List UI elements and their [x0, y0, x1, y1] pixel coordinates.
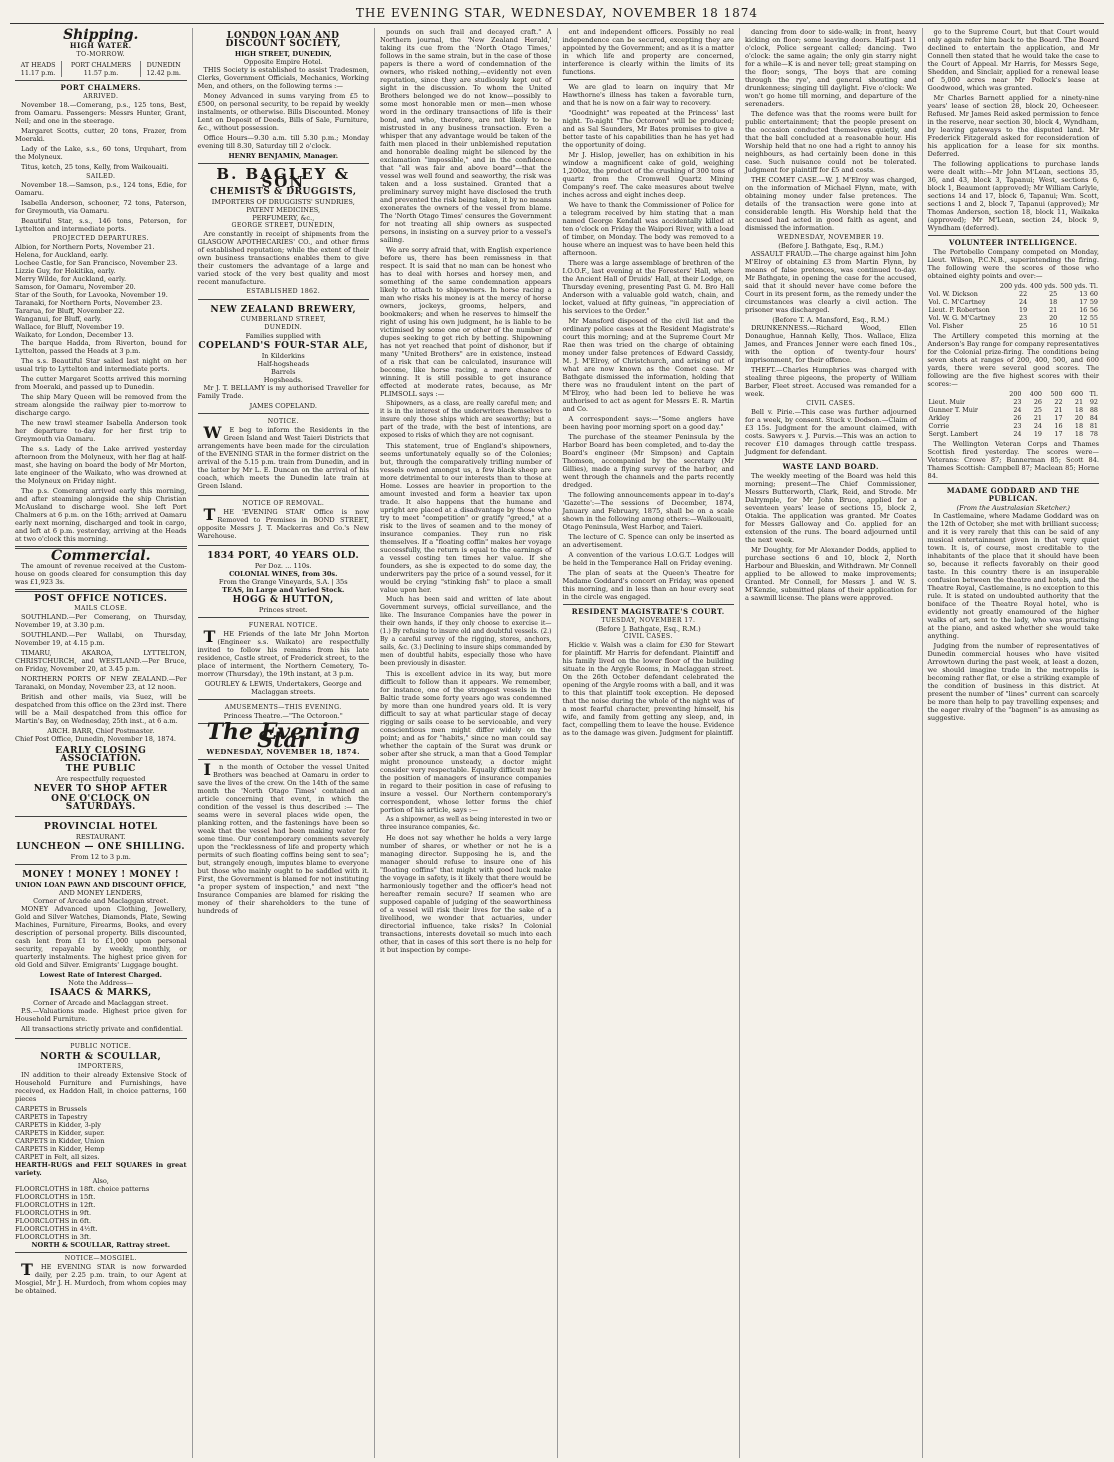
wlb-para: Mr Doughty, for Mr Alexander Dodds, applied to purchase sections 6 and 10, block 2, North Harbour and Blueskin, and Withdrawn. Mr Connell applied to be allowed to make improvements; Granted. Mr Connell, for Messrs J. and W. S. M'Kenzie, submitted plans of their application for a sawmill license. The plans were approved.	[745, 546, 917, 602]
column-news	[558, 28, 741, 1458]
departure-item: Helena, for Auckland, early.	[15, 251, 109, 259]
column-editorial	[375, 28, 558, 1458]
colonial-wines: COLONIAL WINES, from 30s.	[229, 570, 338, 578]
score-cell: 25	[1033, 406, 1042, 414]
removal-title: NOTICE OF REMOVAL.	[242, 500, 325, 507]
shipping-news: The barque Hadda, from Riverton, bound for Lyttelton, passed the Heads at 3 p.m.	[15, 339, 187, 355]
rmc-title: RESIDENT MAGISTRATE'S COURT.	[571, 607, 725, 616]
provincial-hotel-title: PROVINCIAL HOTEL	[44, 822, 158, 832]
score-cell: 10	[1079, 322, 1088, 330]
score-row	[928, 314, 1100, 322]
isaacs-corner: Corner of Arcade and Maclaggan street.	[33, 999, 169, 1007]
civil-cases-label-2: CIVIL CASES.	[806, 400, 856, 407]
score-cell: 24	[1033, 422, 1042, 430]
score-header: 200 yds.	[999, 282, 1028, 290]
post-office-title: POST OFFICE NOTICES.	[34, 594, 168, 604]
score-cell: 78	[1089, 430, 1098, 438]
henry-benjamin: HENRY BENJAMIN, Manager.	[228, 152, 339, 160]
high-water-heading: HIGH WATER.	[69, 41, 132, 50]
score-cell: 18	[1074, 430, 1084, 438]
news-para: ent and independent officers. Possibly no real independence can be secured, excepting they are appointed by the Government; and as it is a matter in which life and property are concerned, interference is clearly within the limits of its functions.	[562, 28, 734, 76]
news-para: We are glad to learn on inquiry that Mr Hawthorne's illness has taken a favorable turn, and that he is now on a fair way to recovery.	[562, 83, 734, 107]
score-cell: 17	[1079, 298, 1088, 306]
news-para: A convention of the various I.O.G.T. Lodges will be held in the Temperance Hall on Friday evening.	[562, 551, 734, 567]
departure-item: Lizzie Guy, for Hokitika, early.	[15, 267, 116, 275]
carpet-item: CARPETS in Kidder, Hemp	[15, 1145, 105, 1153]
editorial-text: In the month of October the vessel United Brothers was beached at Oamaru in order to save the lives of the crew. On the 14th of the same month the 'North Otago Times' contained an article concerning that event, in which the condition of the vessel is thus described :— The seams were in several places wide open, the planking rotten, and the fastenings have been so weak that the vessel had been making water for some time. Our contemporary comments severely upon the "recklessness of life and property which permits of such floating coffins being sent to sea"; but, strangely enough, imputes blame to everyone but those who mainly ought to be saddled with it. First, the Government is blamed for not instituting "a proper system of inspection," and next "the Insurance Companies are blamed for risking the money of their shareholders to the tune of hundreds of	[197, 760, 369, 915]
respectfully-label: Are respectfully requested	[56, 775, 146, 783]
court-para: The defence was that the rooms were built for public entertainment; that the people present on the occasion conducted themselves quietly, and that the ball concluded at a reasonable hour. His Worship held that no one had a right to annoy his neighbours, as had certainly been done in this case. Such nuisance could not be tolerated. Judgment for plaintiff for £5 and costs.	[745, 110, 917, 174]
luncheon-label: LUNCHEON — ONE SHILLING.	[16, 842, 186, 852]
commercial-text: The amount of revenue received at the Custom-house on goods cleared for consumption this day was £1,923 3s.	[15, 562, 187, 586]
notice-text: WE beg to inform the Residents in the Green Island and West Taieri Districts that arrangements have been made for the circulation of the EVENING STAR in the former district on the arrival of the 5.15 p.m. train from Dunedin, and in the latter by Mr L. E. Duncan on the arrival of his coach, which meets the Dunedin late train at Green Island.	[197, 423, 369, 490]
columns	[10, 28, 1104, 1458]
news-para: A correspondent says:—"Some anglers have been having poor morning sport on a good day."	[562, 415, 734, 431]
london-loan-title: LONDON LOAN AND DISCOUNT SOCIETY,	[225, 31, 342, 49]
before-mansford: (Before T. A. Mansford, Esq., R.M.)	[772, 316, 890, 324]
score-header: 500	[1050, 390, 1063, 398]
score-cell: 17	[1054, 430, 1063, 438]
score-cell: Sergt. Lambert	[928, 430, 979, 438]
lowest-rate: Lowest Rate of Interest Charged.	[39, 971, 162, 979]
bellamy-text: Mr J. T. BELLAMY is my authorised Traveller for Family Trade.	[197, 384, 369, 400]
score-header	[928, 390, 1002, 398]
one-oclock-label: ONE O'CLOCK ON SATURDAYS.	[51, 794, 151, 812]
wed-before: (Before J. Bathgate, Esq., R.M.)	[778, 242, 884, 250]
scores-table-2	[928, 390, 1100, 438]
carpet-item: CARPET in Felt, all sizes.	[15, 1153, 100, 1161]
amusements-title: AMUSEMENTS—THIS EVENING.	[224, 704, 342, 711]
restaurant-label: RESTAURANT.	[75, 833, 126, 841]
goddard-title: MADAME GODDARD AND THE PUBLICAN.	[946, 486, 1080, 503]
volunteer-para: The Wellington Veteran Corps and Thames Scottish fired yesterday. The scores were—Veterans: Crowe 87; Bannerman 85; Scott 84. Thames Scottish: Campbell 87; Maclean 85; Horne 84.	[927, 440, 1099, 480]
wlb-title: WASTE LAND BOARD.	[782, 462, 879, 471]
shipping-title: Shipping.	[63, 28, 139, 43]
news-para: Mr Mansford disposed of the civil list and the ordinary police cases at the Resident Magistrate's court this morning; and at the Supreme Court Mr Rae then was tried on the charge of obtaining money under false pretences of Edward Cassidy, M. J. M'Elroy, of Christchurch, and arising out of what are now known as the Comet case. Mr Bathgate dismissed the information, holding that there was no fraudulent intent on the part of M'Elroy, who had been led to believe he was authorised to act as agent for Messrs E. R. Martin and Co.	[562, 317, 734, 413]
arrival-item: Titus, ketch, 25 tons, Kelly, from Waikouaiti.	[21, 163, 169, 171]
goddard-source: (From the Australasian Sketcher.)	[956, 504, 1070, 512]
hogg-hutton: HOGG & HUTTON,	[232, 595, 334, 605]
shipping-news: The ship Mary Queen will be removed from the stream alongside the railway pier to-morrow to discharge cargo.	[15, 393, 187, 417]
departure-item: Merry Wilde, for Auckland, early.	[15, 275, 127, 283]
court-para: THEFT.—Charles Humphries was charged with stealing three pigeons, the property of William Barber, Fleet street. Accused was remanded for a week.	[745, 366, 917, 398]
mail-item: TIMARU, AKAROA, LYTTELTON, CHRISTCHURCH, and WESTLAND.—Per Bruce, on Friday, November 20, at 3.45 p.m.	[15, 649, 187, 673]
carpet-item: CARPETS in Kidder, Union	[15, 1137, 105, 1145]
score-row	[928, 290, 1100, 298]
bagley-logo: B. BAGLEY & SON	[216, 165, 351, 191]
editorial-para: This statement, true of England's shipowners, seems unfortunately equally so of the Colonies; but, through the comparatively trifling number of vessels owned amongst us, a few black sheep are more detrimental to our interests than to those at Home. Losses are heavier in proportion to the amount invested and form a heavier tax upon trade. It also happens that the humane and upright are placed at a disadvantage by those who try to meet "competition" or gratify "greed," at a risk to the lives of seamen and to the money of insurance companies. They run no risk themselves. If a "floating coffin" makes her voyage successfully, the return is equal to the earnings of a vessel costing ten times her value. If she founders, as she is expected to do some day, the underwriters pay the price of a sound vessel, for it would be crying "stinking fish" to place a small value upon her.	[380, 442, 552, 594]
nz-brewery-title: NEW ZEALAND BREWERY,	[210, 305, 357, 315]
shipping-news: The s.s. Lady of the Lake arrived yesterday afternoon from the Molyneux, with her flag at half-mast, she having on board the body of Mr Morton, late engineer of the Waikato, who was drowned at the Molyneux on Friday night.	[15, 445, 187, 485]
james-copeland: JAMES COPELAND.	[249, 402, 317, 410]
score-cell: 19	[1019, 306, 1028, 314]
score-header: 400	[1029, 390, 1042, 398]
luncheon-hours: From 12 to 3 p.m.	[70, 853, 131, 861]
score-cell: 18	[1074, 422, 1084, 430]
score-cell: 56	[1089, 306, 1098, 314]
court-para: dancing from door to side-walk; in front, heavy kicking on floor; some leaving doors. Half-past 11 o'clock, Police sergeant called; dancing. Two o'clock: the same again; the only gin starry night for a while—K is and never tell; great stamping on the floor; songs, 'The boys that are coming through the rye', and general shouting and drunkenness; singing till daylight. Five o'clock: We won't go home till morning, and departure of the serenaders.	[745, 28, 917, 108]
score-cell: 92	[1089, 398, 1098, 406]
score-cell: 21	[1074, 398, 1084, 406]
postmaster-signature: ARCH. BARR, Chief Postmaster.	[47, 727, 155, 735]
mail-item: SOUTHLAND.—Per Comerang, on Thursday, November 19, at 3.30 p.m.	[15, 613, 187, 629]
shipping-news: The s.s. Beautiful Star sailed last night on her usual trip to Lyttelton and intermediate ports.	[15, 357, 187, 373]
score-row	[928, 306, 1100, 314]
score-cell: 21	[1049, 306, 1058, 314]
score-cell: 59	[1089, 298, 1098, 306]
floorcloth-item: FLOORCLOTHS in 12ft.	[15, 1201, 96, 1209]
volunteer-para: The Artillery competed this morning at the Anderson's Bay range for company representatives for the Colonial prize-firing. The conditions being seven shots at ranges of 200, 400, 500, and 600 yards, there were several good scores. The following are the five highest scores with their scores:—	[927, 332, 1099, 388]
score-cell: 20	[1049, 314, 1058, 322]
score-cell: 60	[1089, 290, 1098, 298]
gourley-signature: GOURLEY & LEWIS, Undertakers, George and Maclaggan streets.	[204, 680, 362, 696]
score-cell: 23	[1019, 314, 1028, 322]
score-header: Tl.	[1089, 282, 1098, 290]
departure-item: Lochee Castle, for San Francisco, November 23.	[15, 259, 178, 267]
news-para: The lecture of C. Spence can only be inserted as an advertisement.	[562, 533, 734, 549]
mail-item: NORTHERN PORTS OF NEW ZEALAND.—Per Taranaki, on Monday, November 23, at 12 noon.	[15, 675, 187, 691]
union-loan-title: UNION LOAN PAWN AND DISCOUNT OFFICE,	[15, 881, 187, 889]
news-para: The purchase of the steamer Peninsula by the Harbor Board has been completed, and to-day the Board's engineer (Mr Simpson) and Captain Thomson, accompanied by the secretary (Mr Gillies), made a flying survey of the harbor, and went through the channels and the parts recently dredged.	[562, 433, 734, 489]
editorial-para: This is excellent advice in its way, but more difficult to follow than it appears. We remember, for instance, one of the strongest vessels in the Baltic trade some forty years ago was condemned by more than one hundred years old. It is very difficult to say at what particular stage of decay rigging or sails cease to be serviceable, and very conscientious men might differ widely on the point; and as for "habits," since no man could say whether the captain of the Surat was drunk or sober after she struck, a man that a Good Templar might pronounce unsteady, a doctor might consider very respectable. Equally difficult may be the position of managers of insurance companies in regard to their position in case of refusing to insure a vessel. Our Northern contemporary's correspondent, whose letter forms the chief portion of his article, says :—	[380, 670, 552, 814]
arrival-item: November 18.—Comerang, p.s., 125 tons, Best, from Oamaru. Passengers: Messrs Hunter, Grant, Neil; and one in the steerage.	[15, 101, 187, 125]
funeral-title: FUNERAL NOTICE.	[248, 622, 318, 629]
court-para: Bell v. Pirie.—This case was further adjourned for a week, by consent. Stuck v. Dodson.—Claim of £3 15s. Judgment for the amount claimed, with costs. Sawyers v. J. Purvis.—This was an action to recover £10 damages through cattle trespass. Judgment for defendant.	[745, 408, 917, 456]
mails-close-label: MAILS CLOSE.	[74, 605, 128, 612]
perfumery-label: PERFUMERY, &c.,	[252, 214, 315, 222]
score-cell: Arkley	[928, 414, 950, 422]
score-header: 400 yds.	[1030, 282, 1058, 290]
carpet-item: CARPETS in Kidder, 3-ply	[15, 1121, 101, 1129]
score-cell: 13	[1079, 290, 1088, 298]
score-cell: 26	[1033, 398, 1042, 406]
ale-form: In Kilderkins	[261, 352, 305, 360]
and-money-label: AND MONEY LENDERS,	[58, 889, 143, 897]
arrived-label: ARRIVED.	[83, 93, 119, 100]
tide-cell: AT HEADS	[20, 61, 56, 69]
score-header: 200	[1009, 390, 1022, 398]
score-cell: Corrie	[928, 422, 950, 430]
the-public-label: THE PUBLIC	[65, 764, 136, 774]
ale-form: Hogsheads.	[263, 376, 303, 384]
floorcloth-item: FLOORCLOTHS in 15ft.	[15, 1193, 96, 1201]
score-cell: Vol. Fisher	[928, 322, 964, 330]
score-cell: 24	[1019, 298, 1028, 306]
volunteer-para: The Portobello Company competed on Monday, Lieut. Wilson, P.C.N.B., superintending the firing. The following were the scores of those who obtained eighty points and over:—	[927, 248, 1099, 280]
families-label: Families supplied with	[245, 332, 321, 340]
carpet-item: CARPETS in Brussels	[15, 1105, 87, 1113]
volunteer-title: VOLUNTEER INTELLIGENCE.	[949, 238, 1078, 247]
money-title: MONEY ! MONEY ! MONEY !	[22, 870, 180, 880]
score-cell: 25	[1019, 322, 1028, 330]
wlb-para: The weekly meeting of the Board was held this morning; present—The Chief Commissioner, Messrs Butterworth, Clark, Reid, and Strode. Mr Dalrymple, for Mr John Bruce, applied for a seventeen years' lease of sections 15, block 2, Otakia. The application was granted. Mr Coates for Messrs Galloway and Co. applied for an extension of the runs. The board adjourned until the next week.	[745, 472, 917, 544]
public-notice-title: PUBLIC NOTICE.	[70, 1043, 132, 1050]
score-cell: 16	[1054, 422, 1063, 430]
board-para: The following applications to purchase lands were dealt with:—Mr John M'Lean, sections 35, 36, and 43, block 3, Tapanui; West, sections 6, block 1, Beaumont (approved); Mr William Carlyle, sections 14 and 17, block 6, Tapanui; Wm. Scott, sections 1 and 2, block 7, Tapanui (approved); Mr Thomas Anderson, section 18, block 11, Waikaka (approved); Mr M'Lean, section 24, block 9, Wyndham (deferred).	[927, 160, 1099, 232]
score-cell: 84	[1089, 414, 1098, 422]
sailing-item: Isabella Anderson, schooner, 72 tons, Paterson, for Greymouth, via Oamaru.	[15, 199, 187, 215]
score-cell: 22	[1019, 290, 1028, 298]
importers-drugs: IMPORTERS OF DRUGGISTS' SUNDRIES, PATENT MEDICINES,	[211, 198, 355, 214]
score-cell: 16	[1079, 306, 1088, 314]
mosgiel-text: THE EVENING STAR is now forwarded daily, per 2.25 p.m. train, to our Agent at Mosgiel, Mr J. H. Murdoch, from whom copies may be obtained.	[15, 1260, 187, 1295]
shipping-news: The cutter Margaret Scotts arrived this morning from Moeraki, and passed up to Dunedin.	[15, 375, 187, 391]
court-para: ASSAULT FRAUD.—The charge against him John M'Elroy of obtaining £3 from Martin Flynn, by means of false pretences, was continued to-day. Mr Bathgate, in opening the case for the accused, said that it should never have come before the Court in its present form, as the remedy under the circumstances was clearly a civil action. The prisoner was discharged.	[745, 250, 917, 314]
column-court	[740, 28, 923, 1458]
departure-item: Tararua, for Bluff, November 22.	[15, 307, 125, 315]
shipping-news: The p.s. Comerang arrived early this morning, and after steaming alongside the ship Christian McAusland to discharge wool. She left Port Chalmers at 6 p.m. on the 16th; arrived at Oamaru early next morning, discharged and took in cargo, and left at 6 p.m. yesterday, arriving at the Heads at two o'clock this morning.	[15, 487, 187, 543]
score-cell: 26	[1013, 414, 1022, 422]
score-header: Tl.	[1089, 390, 1098, 398]
score-cell: 51	[1089, 322, 1098, 330]
sailed-label: SAILED.	[86, 173, 116, 180]
never-shop-label: NEVER TO SHOP AFTER	[33, 784, 168, 794]
scores-table-1	[928, 282, 1100, 330]
departure-item: Star of the South, for Lavooka, November 19.	[15, 291, 168, 299]
port-chalmers-heading: PORT CHALMERS.	[60, 83, 141, 92]
evening-star-logo: The Evening Star	[206, 719, 360, 753]
removal-text: THE 'EVENING STAR' Office is now Removed to Premises in BOND STREET, opposite Messrs J. T. Mackerras and Co.'s New Warehouse.	[197, 505, 369, 540]
port-1834: 1834 PORT, 40 YEARS OLD.	[207, 551, 360, 561]
society-office: Office Hours—9.30 a.m. till 5.30 p.m.; Monday evening till 8.30, Saturday till 2 o'clock.	[197, 134, 369, 150]
projected-label: PROJECTED DEPARTURES.	[52, 235, 149, 242]
tide-cell: PORT CHALMERS	[62, 61, 141, 69]
score-header: 600	[1070, 390, 1084, 398]
princess-theatre: Princess Theatre.—"The Octoroon."	[223, 712, 343, 720]
goddard-para: In Castlemaine, where Madame Goddard was on the 12th of October, she met with brilliant success; and it is very rarely that this can be said of any musical entertainment given in that very quiet town. It is, of course, most creditable to the inhabitants of the place that it should have been so, because it reflects favorably on their good taste. In this country there is an insuperable confusion between the theatre and hotels, and the Theatre Royal, Castlemaine, is no exception to this rule. It is stated on undoubted authority that the boniface of the Theatre Royal hotel, who is evidently not greatly enamoured of the higher walks of art, sent to the lady, who was practising at the piano, and asked whether she would take anything.	[927, 512, 1099, 640]
notice-mosgiel-title: NOTICE—MOSGIEL.	[64, 1255, 137, 1262]
north-scoullar-title: NORTH & SCOULLAR,	[40, 1052, 162, 1062]
editorial-para: Much has been said and written of late about Government surveys, official surveillance, and the like. The Insurance Companies have the power in their own hands, if they only choose to exercise it—(1.) By refusing to insure old and doubtful vessels. (2.) By a careful survey of the rigging, stores, anchors, sails, &c. (3.) Declining to insure ships commanded by men of doubtful habits, especially those who have been previously in disaster.	[380, 596, 552, 667]
post-office-date: Chief Post Office, Dunedin, November 18, 1874.	[15, 735, 176, 743]
news-para: We have to thank the Commissioner of Police for a telegram received by him stating that a man named George Kendall was accidentally killed at ten o'clock on Friday the Waipori River, with a load of timber, on Monday. The body was removed to a house where an inquest was to have been held this afternoon.	[562, 201, 734, 257]
sailing-item: Beautiful Star, s.s., 146 tons, Peterson, for Lyttelton and intermediate ports.	[15, 217, 187, 233]
hearth-rugs: HEARTH-RUGS and FELT SQUARES in great variety.	[15, 1161, 187, 1177]
confidential-text: All transactions strictly private and confidential.	[21, 1025, 183, 1033]
news-para: Mr J. Hislop, jeweller, has on exhibition in his window a magnificent cake of gold, weighing 1,200oz, the product of the crushing of 300 tons of quartz from the Cromwell Quartz Mining Company's reef. The cake measures about twelve inches across and eight inches deep.	[562, 151, 734, 199]
score-cell: 24	[1013, 406, 1022, 414]
score-cell: 22	[1054, 398, 1063, 406]
score-row	[928, 322, 1100, 330]
score-cell: 21	[1033, 414, 1042, 422]
grange-label: From the Grange Vineyards, S.A. | 35s	[218, 578, 348, 586]
departure-item: Samson, for Oamaru, November 20.	[15, 283, 136, 291]
editorial-date: WEDNESDAY, NOVEMBER 18, 1874.	[206, 748, 360, 756]
score-cell: 20	[1074, 414, 1084, 422]
score-cell: 19	[1033, 430, 1042, 438]
score-cell: 24	[1013, 430, 1022, 438]
page-masthead: THE EVENING STAR, WEDNESDAY, NOVEMBER 18 1874	[10, 6, 1104, 24]
score-cell: 18	[1074, 406, 1084, 414]
sailing-item: November 18.—Samson, p.s., 124 tons, Edie, for Oamaru.	[15, 181, 187, 197]
score-row	[928, 298, 1100, 306]
also-label: Also,	[92, 1177, 109, 1185]
score-cell: 25	[1049, 290, 1058, 298]
score-cell: Vol. C. M'Cartney	[928, 298, 986, 306]
ns-signature: NORTH & SCOULLAR, Rattray street.	[31, 1241, 171, 1249]
opposite-label: Opposite Empire Hotel.	[243, 58, 323, 66]
score-cell: 17	[1054, 414, 1063, 422]
per-doz: Per Doz. ... 110s.	[254, 562, 312, 570]
teas-label: TEAS, in Large and Varied Stock.	[222, 586, 345, 594]
tide-table	[15, 61, 187, 77]
george-street-label: GEORGE STREET, DUNEDIN,	[231, 222, 336, 229]
civil-cases-label: CIVIL CASES.	[623, 633, 673, 640]
copeland-ale: COPELAND'S FOUR-STAR ALE,	[198, 341, 369, 351]
column-advertisements	[193, 28, 376, 1458]
column-shipping	[10, 28, 193, 1458]
score-row	[928, 422, 1100, 430]
departure-item: Waikato, for London, December 13.	[15, 331, 134, 339]
editorial-quote: Shipowners, as a class, are really careful men; and it is in the interest of the underwriters themselves to insure only those ships which are seaworthy; but a part of the trade, with the best of intentions, are exposed to risks of which they are not cognisant.	[380, 400, 552, 439]
editorial-para: He does not say whether he holds a very large number of shares, or whether or not he is a managing director. Supposing he is, and the manager should refuse to insure one of his "floating coffins" that might with good luck make the voyage in safety, is it likely that there would be harmoniously together and the officer's head not hereafter remain secure? If seamen who are supposed capable of judging of the seaworthiness of a vessel will risk their lives for the sake of a livelihood, we wonder that actuaries, under directorial influence, take risks? In Colonial transactions, interests dovetail so much into each other, that in cases of this sort there is no help for it but inspection by compe-	[380, 834, 552, 954]
court-para: THE COMET CASE.—W. J. M'Elroy was charged, on the information of Michael Flynn, mate, with obtaining money under false pretences. The details of the transaction were gone into at considerable length. His Worship held that the accused had acted in good faith as agent, and dismissed the information.	[745, 176, 917, 232]
score-header: 500 yds.	[1060, 282, 1088, 290]
rmc-date: TUESDAY, NOVEMBER 17.	[601, 617, 696, 624]
to-morrow-label: TO-MORROW.	[76, 51, 126, 58]
editorial-para: We are sorry afraid that, with English experience before us, there has been remissness in that respect. It is said that no man can be honest who has to deal with horses and horsey men, and something of the same condemnation appears likely to attach to shipowners. In horse racing a man who risks his money is at the mercy of horse owners, jockeys, grooms, helpers, and bookmakers; and when he reserves to himself the right of using his own judgment, he is liable to be victimised by some one or other of the number of dupes seeking to get rich by betting. Shipowning has not yet reached that point of dishonor, but if many "United Brothers" are in existence, instead of a risk that can be calculated, insurance will become, like horse racing, a mere chance of winning. It is still possible to get insurance effected at moderate rates, because, as Mr PLIMSOLL says :—	[380, 246, 552, 398]
news-para: The plan of seats at the Queen's Theatre for Madame Goddard's concert on Friday, was opened this morning, and in less than an hour every seat in the circle was engaged.	[562, 569, 734, 601]
ale-form: Barrels	[271, 368, 296, 376]
wed-date: WEDNESDAY, NOVEMBER 19.	[777, 234, 885, 241]
board-para: Mr Charles Barnett applied for a ninety-nine years' lease of section 28, block 20, Ocheeseer. Refused. Mr James Reid asked permission to fence in the reserve, near section 30, block 4, Wyndham, by leaving gateways to the disputed land. Mr Frederick Fitzgerald asked for reconsideration of his application for a lease for six months. Deferred.	[927, 94, 1099, 158]
board-para: go to the Supreme Court, but that Court would only again refer him back to the Board. The Board declined to entertain the application, and Mr Connell then stated that he would take the case to the Court of Appeal. Mr Harris, for Messrs Sege, Shedden, and Sinclair, applied for a renewal lease of 5,000 acres near Mr Pollock's lease at Goodwood, which was granted.	[927, 28, 1099, 92]
score-cell: 81	[1089, 422, 1098, 430]
early-closing-title: EARLY CLOSING ASSOCIATION.	[55, 746, 147, 764]
note-address: Note the Address—	[68, 979, 134, 987]
mail-note: British and other mails, via Suez, will be despatched from this office on the 23rd inst. There will be a Mail despatched from this office for Martin's Bay, on Wednesday, 25th inst., at 6 a.m.	[15, 693, 187, 725]
tide-cell: 11.17 p.m.	[20, 69, 56, 77]
valuations-text: P.S.—Valuations made. Highest price given for Household Furniture.	[15, 1007, 187, 1023]
score-cell: 21	[1054, 406, 1063, 414]
news-para: The following announcements appear in to-day's 'Gazette':—The sessions of December, 1874, January and February, 1875, shall be on a scale shown in the following among others:—Waikouaiti, Otago Peninsula, West Harbor, and Taieri.	[562, 491, 734, 531]
departure-item: Albion, for Northern Ports, November 21.	[15, 243, 155, 251]
money-text: MONEY Advanced upon Clothing, Jewellery, Gold and Silver Watches, Diamonds, Plate, Sewing Machines, Furniture, Firearms, Books, and every description of personal property. Bills discounted, cash lent from £1 to £1,000 upon personal security, repayable by weekly, monthly, or quarterly instalments. The highest price given for old Gold and Silver. Emigrants' Luggage bought.	[15, 905, 187, 969]
goddard-para: Judging from the number of representatives of Dunedin commercial houses who have visited Arrowtown during the past week, at least a dozen, we should imagine trade in the metropolis is becoming rather flat, or else a striking example of the condition of business in this district. At present the number of "lines" current can scarcely be more than help to pay travelling expenses; and the eager rivalry of the "bagmen" is as amusing as suggestive.	[927, 642, 1099, 722]
established-label: ESTABLISHED 1862.	[246, 288, 321, 295]
departure-item: Wanganui, for Bluff, early.	[15, 315, 102, 323]
score-cell: Lieut. Muir	[928, 398, 966, 406]
rmc-text: Hickie v. Walsh was a claim for £30 for Stewart for plaintiff. Mr Harris for defendant. Plaintiff and his family lived on the lower floor of the building situate in the Argyle Rooms, in Maclaggan street. On the 26th October defendant celebrated the opening of the Argyle rooms with a ball, and it was to this that plaintiff took exception. He deposed that the noise during the whole of the night was of a most fearful character, preventing himself, his wife, and family from getting any sleep, and, in fact, compelling them to leave the house. Evidence as to the damage was given. Judgment for plaintiff.	[562, 641, 734, 737]
court-para: DRUNKENNESS.—Richard Wood, Ellen Donaughue, Hannah Kelly, Thos. Wallace, Eliza James, and Frances Jenner were each fined 10s., with the option of twenty-four hours' imprisonment, for their offence.	[745, 324, 917, 364]
floorcloth-item: FLOORCLOTHS in 18ft. choice patterns	[15, 1185, 150, 1193]
score-cell: 55	[1089, 314, 1098, 322]
score-cell: 18	[1049, 298, 1058, 306]
score-row	[928, 406, 1100, 414]
news-para: There was a large assemblage of brethren of the I.O.O.F., last evening at the Foresters' Hall, where the Ancient Hall of Druids' Hall, at their Lodge, on Thursday evening, presenting Past G. M. Bro Hall Anderson with a valuable gold watch, chain, and locket, valued at fifty guineas, "in appreciation of his services to the Order."	[562, 259, 734, 315]
princes-label: Princes street.	[258, 606, 308, 614]
society-terms: Money Advanced in sums varying from £5 to £500, on personal security, to be repaid by weekly instalments, or otherwise. Bills Discounted. Money Lent on Deposit of Deeds, Bills of Sale, Furniture, &c., without possession.	[197, 92, 369, 132]
news-para: "Goodnight" was repeated at the Princess' last night. To-night "The Octoroon" will be produced; and as Sal Saunders, Mr Bates promises to give a better taste of his capabilities than he has yet had the opportunity of doing.	[562, 109, 734, 149]
dunedin-label: DUNEDIN.	[264, 324, 303, 331]
editorial-para: As a shipowner, as well as being interested in two or three insurance companies, &c.	[380, 816, 552, 831]
funeral-text: THE Friends of the late Mr John Morton (Engineer s.s. Waikato) are respectfully invited to follow his remains from his late residence, Castle street, of Frederick street, to the place of interment, the Northern Cemetery, To-morrow (Thursday), the 19th instant, at 3 p.m.	[197, 627, 369, 678]
cumberland-label: CUMBERLAND STREET,	[240, 316, 326, 323]
score-cell: 23	[1013, 422, 1022, 430]
editorial-para: pounds on such frail and decayed craft." A Northern journal, the 'New Zealand Herald,' taking its cue from the 'North Otago Times,' follows in the same strain, but in the case of those papers is there a word of condemnation of the owners, who risked nothing,—evidently not even reputation, since they are studiously kept out of sight in the discussion. To whom the United Brothers belonged we do not know—possibly to some most honorable men or men—men whose word in the ordinary transactions of life is their bond, and who, therefore, are not likely to be mistrusted in any business transaction. Even a whisper that any advantage would be taken of the faith men placed in their unblemished reputation and honorable dealing might be silenced by the exclamation "impossible," and in the confidence that "all was fair and above board"—that the vessel was well found and seaworthy, the risk was taken and a loss sustained. Granted that a preliminary survey might have disclosed the truth and prevented the risk being taken, it by no means exonerates the owners of the vessel from blame. The 'North Otago Times' censures the Government for not treating all ship owners as suspected persons, in insisting on a survey prior to a vessel's sailing.	[380, 28, 552, 244]
arrival-item: Margaret Scotts, cutter, 20 tons, Frazer, from Moeraki.	[15, 127, 187, 143]
score-row	[928, 398, 1100, 406]
departure-item: Wallace, for Bluff, November 19.	[15, 323, 125, 331]
ale-form: Half-hogsheads	[257, 360, 310, 368]
floorcloth-item: FLOORCLOTHS in 9ft.	[15, 1209, 92, 1217]
score-cell: 23	[1013, 398, 1022, 406]
score-row	[928, 430, 1100, 438]
score-cell: 88	[1089, 406, 1098, 414]
bagley-text: Are constantly in receipt of shipments from the GLASGOW APOTHECARIES' CO., and other firms of established reputation; while the extent of their own business transactions enables them to give their customers the advantage of a large and varied stock of the very best quality and most recent manufacture.	[197, 230, 369, 286]
score-cell: 12	[1079, 314, 1088, 322]
carpet-item: CARPETS in Kidder, super.	[15, 1129, 105, 1137]
society-text: THIS Society is established to assist Tradesmen, Clerks, Government Officials, Mechanics, Working Men, and others, on the following terms :—	[197, 66, 369, 90]
arrival-item: Lady of the Lake, s.s., 60 tons, Urquhart, from the Molyneux.	[15, 145, 187, 161]
rmc-before: (Before J. Bathgate, Esq., R.M.)	[595, 625, 701, 633]
carpet-item: CARPETS in Tapestry	[15, 1113, 88, 1121]
column-volunteer	[923, 28, 1105, 1458]
notice-title: NOTICE.	[267, 418, 299, 425]
score-cell: Gunner T. Muir	[928, 406, 978, 414]
tide-cell: 11.57 p.m.	[62, 69, 141, 77]
commercial-title: Commercial.	[51, 548, 151, 564]
score-cell: 16	[1049, 322, 1058, 330]
score-cell: Lieut. P. Robertson	[928, 306, 990, 314]
score-header	[928, 282, 999, 290]
tide-cell: 12.42 p.m.	[140, 69, 186, 77]
importers-label: IMPORTERS,	[77, 1063, 124, 1070]
isaacs-marks-name: ISAACS & MARKS,	[49, 988, 152, 998]
score-row	[928, 414, 1100, 422]
score-cell: Vol. W. Dickson	[928, 290, 978, 298]
ns-text: IN addition to their already Extensive Stock of Household Furniture and Furnishings, have received, ex Haddon Hall, in choice patterns, 160 pieces	[15, 1071, 187, 1103]
tide-cell: DUNEDIN	[140, 61, 186, 69]
floorcloth-item: FLOORCLOTHS in 4½ft.	[15, 1225, 98, 1233]
floorcloth-item: FLOORCLOTHS in 6ft.	[15, 1217, 92, 1225]
chemists-label: CHEMISTS & DRUGGISTS,	[209, 187, 357, 197]
departure-item: Taranaki, for Northern Ports, November 23.	[15, 299, 163, 307]
corner-label: Corner of Arcade and Maclaggan street.	[33, 897, 169, 905]
high-street-label: HIGH STREET, DUNEDIN,	[234, 50, 332, 58]
floorcloth-item: FLOORCLOTHS in 3ft.	[15, 1233, 92, 1241]
score-cell: Vol. W. G. M'Cartney	[928, 314, 996, 322]
shipping-news: The new trawl steamer Isabella Anderson took her departure to-day for her first trip to Greymouth via Oamaru.	[15, 419, 187, 443]
mail-item: SOUTHLAND.—Per Wallabi, on Thursday, November 19, at 4.15 p.m.	[15, 631, 187, 647]
